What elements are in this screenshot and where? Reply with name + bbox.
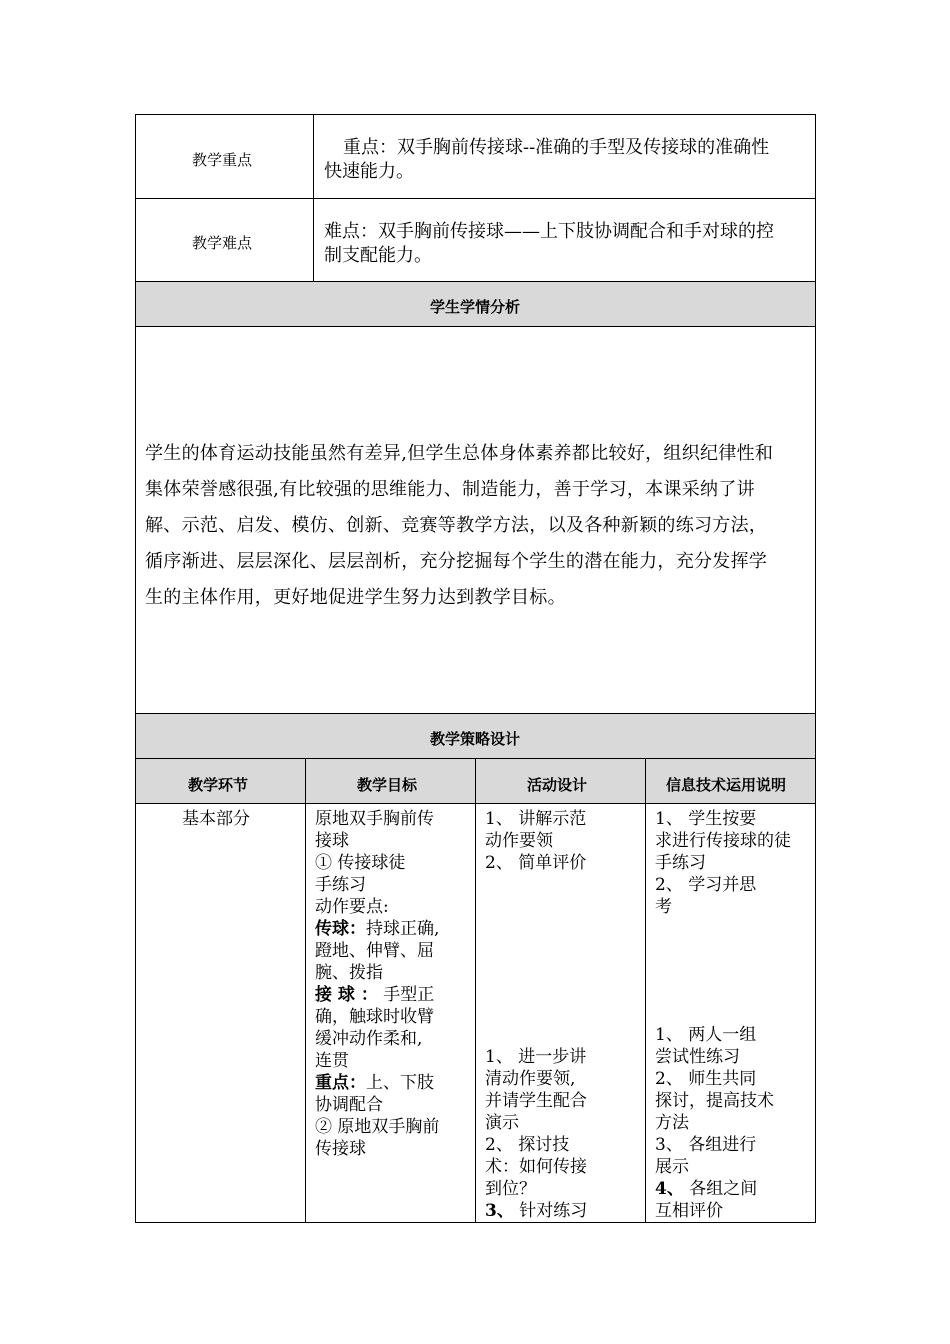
key-points-line-1: 重点：双手胸前传接球--准确的手型及传接球的准确性 [343,137,770,158]
col-divider-1 [305,759,306,1223]
analysis-header: 学生学情分析 [430,298,521,316]
tech-line: 2、 师生共同 [655,1069,757,1089]
analysis-line-1: 学生的体育运动技能虽然有差异,但学生总体身体素养都比较好，组织纪律性和 [145,443,774,464]
tech-line: 1、 学生按要 [655,809,757,829]
difficulties-label: 教学难点 [192,234,253,252]
activities-cell-top [485,808,637,874]
key-points-line-2: 快速能力。 [324,161,414,182]
tech-line: 互相评价 [655,1201,723,1221]
tech-line: 尝试性练习 [655,1047,740,1067]
activity-line-bold: 3、 针对练习 [485,1201,588,1221]
tech-cell-bottom [655,1024,807,1222]
activity-line: 1、 进一步讲 [485,1047,587,1067]
goals-cell [315,808,467,1160]
column-header-goals: 教学目标 [357,776,418,794]
goal-line: 手练习 [315,875,366,895]
tech-line: 3、 各组进行 [655,1135,757,1155]
activity-line: 术：如何传接 [485,1157,587,1177]
activity-line: 到位？ [485,1179,536,1199]
activities-cell-bottom [485,1046,637,1222]
key-points-label: 教学重点 [192,151,253,169]
tech-line: 考 [655,897,672,917]
analysis-line-4: 循序渐进、层层深化、层层剖析，充分挖掘每个学生的潜在能力，充分发挥学 [145,551,768,572]
goal-line: 接球 [315,831,349,851]
column-header-stage: 教学环节 [188,776,249,794]
tech-line-bold: 4、 各组之间 [655,1179,758,1199]
goal-line: 蹬地、伸臂、屈 [315,941,434,961]
activity-line: 清动作要领, [485,1069,576,1089]
difficulties-line-1: 难点：双手胸前传接球——上下肢协调配合和手对球的控 [324,221,774,242]
goal-line: 动作要点: [315,897,389,917]
goal-line: 缓冲动作柔和, [315,1029,423,1049]
tech-line: 2、 学习并思 [655,875,757,895]
goal-line: 原地双手胸前传 [315,809,434,829]
strategy-header: 教学策略设计 [430,730,521,748]
goal-line: 腕、拨指 [315,963,383,983]
col-divider-3 [645,759,646,1223]
activity-line: 2、 探讨技 [485,1135,570,1155]
goal-line: 连贯 [315,1051,349,1071]
goal-line-bold: 传球：持球正确, [315,919,440,939]
activity-line: 动作要领 [485,831,553,851]
difficulties-line-2: 制支配能力。 [324,245,432,266]
stage-cell: 基本部分 [182,809,250,829]
activity-line: 并请学生配合 [485,1091,587,1111]
goal-line: 传接球 [315,1139,366,1159]
goal-line: 协调配合 [315,1095,383,1115]
tech-line: 探讨，提高技术 [655,1091,774,1111]
analysis-line-2: 集体荣誉感很强,有比较强的思维能力、制造能力，善于学习，本课采纳了讲 [145,479,755,500]
goal-line: 确，触球时收臂 [315,1007,434,1027]
goal-line: ① 传接球徒 [315,853,406,873]
analysis-line-5: 生的主体作用，更好地促进学生努力达到教学目标。 [145,587,566,608]
tech-line: 展示 [655,1157,689,1177]
activity-line: 2、 简单评价 [485,853,587,873]
goal-line-bold: 重点：上、下肢 [315,1073,434,1093]
analysis-line-3: 解、示范、启发、模仿、创新、竞赛等教学方法，以及各种新颖的练习方法， [145,515,768,536]
column-header-tech: 信息技术运用说明 [666,776,787,794]
tech-line: 求进行传接球的徒 [655,831,791,851]
col-divider-2 [475,759,476,1223]
column-header-activities: 活动设计 [527,776,588,794]
goal-line-bold: 接 球 ： 手型正 [315,985,435,1005]
tech-line: 1、 两人一组 [655,1025,757,1045]
tech-cell-top [655,808,807,918]
goal-line: ② 原地双手胸前 [315,1117,440,1137]
activity-line: 1、 讲解示范 [485,809,587,829]
tech-line: 手练习 [655,853,706,873]
tech-line: 方法 [655,1113,689,1133]
activity-line: 演示 [485,1113,519,1133]
